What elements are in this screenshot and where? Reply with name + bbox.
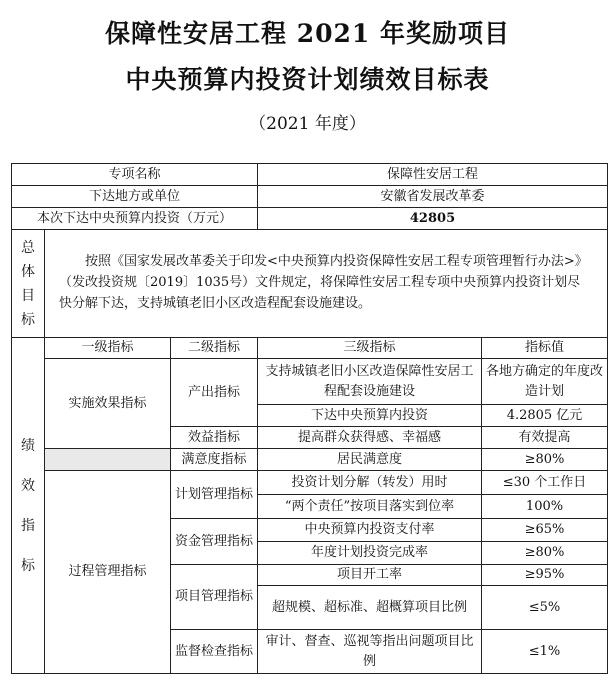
table-row-value: ≤30 个工作日 (482, 471, 608, 495)
table-row-value: ≥80% (482, 542, 608, 565)
level2-supervision: 监督检查指标 (171, 630, 258, 674)
table-row-value: ≥80% (482, 449, 608, 471)
table-row-level3: 超规模、超标准、超概算项目比例 (258, 586, 482, 630)
table-row-value: 各地方确定的年度改造计划 (482, 359, 608, 405)
table-row-value: 4.2805 亿元 (482, 405, 608, 427)
project-name-value: 保障性安居工程 (258, 164, 608, 186)
level2-project-management: 项目管理指标 (171, 565, 258, 630)
table-row-level3: 中央预算内投资支付率 (258, 519, 482, 542)
table-row-level3: 居民满意度 (258, 449, 482, 471)
level2-satisfaction: 满意度指标 (171, 449, 258, 471)
table-row-level3: 投资计划分解（转发）用时 (258, 471, 482, 495)
level2-benefit: 效益指标 (171, 427, 258, 449)
table-row-level3: 审计、督查、巡视等指出问题项目比例 (258, 630, 482, 674)
table-row-value: 有效提高 (482, 427, 608, 449)
level2-output: 产出指标 (171, 359, 258, 427)
overall-goal-text: 按照《国家发展改革委关于印发<中央预算内投资保障性安居工程专项管理暂行办法>》（发改投资规〔2019〕1035号）文件规定，将保障性安居工程专项中央预算内投资计划尽快分解下达，支持城镇老旧小区改造程配套设施建设。 (45, 230, 608, 338)
level2-fund-management: 资金管理指标 (171, 519, 258, 565)
performance-target-table (11, 163, 608, 674)
table-row-level3: 项目开工率 (258, 565, 482, 586)
table-row-value: ≤1% (482, 630, 608, 674)
table-row-level3: 年度计划投资完成率 (258, 542, 482, 565)
document-title-line1: 保障性安居工程 2021 年奖励项目 (105, 19, 510, 48)
table-row-value: 100% (482, 495, 608, 519)
document-year: （2021 年度） (249, 114, 366, 134)
unit-value: 安徽省发展改革委 (258, 186, 608, 208)
budget-label: 本次下达中央预算内投资（万元） (12, 208, 258, 230)
table-row-level3: 下达中央预算内投资 (258, 405, 482, 427)
project-name-label: 专项名称 (12, 164, 258, 186)
col-header-level3: 三级指标 (258, 338, 482, 359)
level2-plan-management: 计划管理指标 (171, 471, 258, 519)
unit-label: 下达地方或单位 (12, 186, 258, 208)
table-row-level3: “两个责任”按项目落实到位率 (258, 495, 482, 519)
level1-process: 过程管理指标 (45, 471, 171, 674)
table-row-level3: 支持城镇老旧小区改造保障性安居工程配套设施建设 (258, 359, 482, 405)
level1-implementation: 实施效果指标 (45, 359, 171, 449)
budget-value: 42805 (258, 208, 608, 230)
document-title-line2: 中央预算内投资计划绩效目标表 (125, 65, 490, 94)
table-row-level3: 提高群众获得感、幸福感 (258, 427, 482, 449)
table-row-value: ≥95% (482, 565, 608, 586)
indicators-label: 绩 效 指 标 (12, 338, 45, 674)
col-header-level1: 一级指标 (45, 338, 171, 359)
overall-goal-label: 总 体 目 标 (12, 230, 45, 338)
table-row-value: ≥65% (482, 519, 608, 542)
col-header-value: 指标值 (482, 338, 608, 359)
col-header-level2: 二级指标 (171, 338, 258, 359)
table-row-value: ≤5% (482, 586, 608, 630)
level1-gray-cell (45, 449, 171, 471)
